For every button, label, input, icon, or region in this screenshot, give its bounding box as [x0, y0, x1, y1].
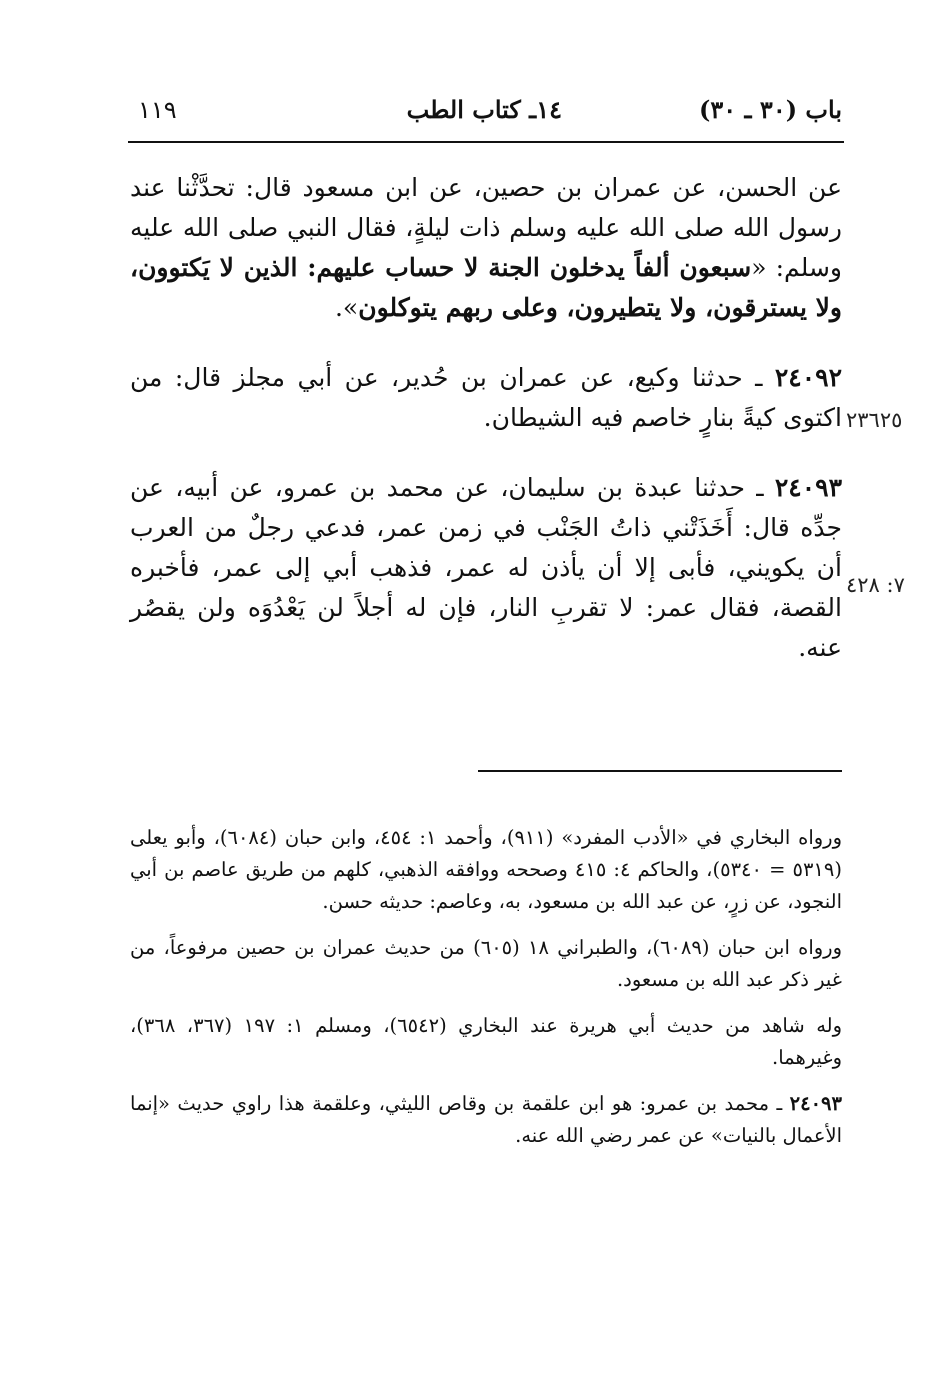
- paragraph-1-text: عن الحسن، عن عمران بن حصين، عن ابن مسعود قال: تحدَّثْنا عند رسول الله صلى الله عليه وسلم ذات ليلةٍ، فقال النبي صلى الله عليه وسلم: «: [130, 173, 842, 282]
- footnotes: [130, 822, 842, 1166]
- book-title: ١٤ـ كتاب الطب: [406, 95, 562, 124]
- hadith-24092: [130, 358, 842, 438]
- margin-reference: ٧: ٤٢٨: [846, 573, 905, 597]
- paragraph-1-hadith-bold: سبعون ألفاً يدخلون الجنة لا حساب عليهم: الذين لا يَكتوون، ولا يسترقون، ولا يتطيرون، وعلى ربهم يتوكلون: [130, 253, 842, 322]
- footnote-1: ورواه البخاري في «الأدب المفرد» (٩١١)، وأحمد ١: ٤٥٤، وابن حبان (٦٠٨٤)، وأبو يعلى (٥٣١٩ = ٥٣٤٠)، والحاكم ٤: ٤١٥ وصححه ووافقه الذهبي، كلهم من طريق عاصم بن أبي النجود، عن زرٍ، عن عبد الله بن مسعود، به، وعاصم: حديثه حسن.: [130, 826, 842, 913]
- hadith-number: ٢٤٠٩٣: [774, 473, 842, 502]
- footnote-rule: [478, 770, 842, 772]
- paragraph-1-end: ».: [334, 293, 359, 322]
- hadith-text: ـ حدثنا وكيع، عن عمران بن حُدير، عن أبي مجلز قال: من اكتوى كيةً بنارٍ خاصم فيه الشيطان.: [130, 363, 842, 432]
- footnote-3: وله شاهد من حديث أبي هريرة عند البخاري (٦٥٤٢)، ومسلم ١: ١٩٧ (٣٦٧، ٣٦٨)، وغيرهما.: [130, 1014, 843, 1069]
- footnote-text: ـ محمد بن عمرو: هو ابن علقمة بن وقاص الليثي، وعلقمة هذا راوي حديث «إنما الأعمال بالنيات» عن عمر رضي الله عنه.: [130, 1092, 842, 1147]
- footnote-4: [130, 1088, 842, 1152]
- main-text: [130, 168, 842, 668]
- hadith-number: ٢٤٠٩٢: [774, 363, 842, 392]
- footnote-hadith-number: ٢٤٠٩٣: [789, 1092, 842, 1115]
- hadith-text: ـ حدثنا عبدة بن سليمان، عن محمد بن عمرو، عن أبيه، عن جدِّه قال: أَخَذَتْني ذاتُ الجَنْب في زمن عمر، فدعي رجلٌ من العرب أن يكويني، فأبى إلا أن يأذن له عمر، فذهب أبي إلى عمر، فأخبره القصة، فقال عمر: لا تقربِ النار، فإن له أجلاً لن يَعْدُوَه ولن يقصُر عنه.: [130, 473, 842, 662]
- chapter-heading: باب (٣٠ ـ ٣٠): [699, 95, 842, 124]
- footnote-2: ورواه ابن حبان (٦٠٨٩)، والطبراني ١٨ (٦٠٥) من حديث عمران بن حصين مرفوعاً، من غير ذكر عبد الله بن مسعود.: [130, 936, 843, 991]
- hadith-24093: [130, 468, 842, 668]
- margin-reference: ٢٣٦٢٥: [846, 408, 903, 432]
- page-number: ١١٩: [138, 96, 177, 124]
- header-rule: [128, 141, 844, 143]
- paragraph-1: [130, 168, 842, 328]
- running-header: [130, 90, 842, 130]
